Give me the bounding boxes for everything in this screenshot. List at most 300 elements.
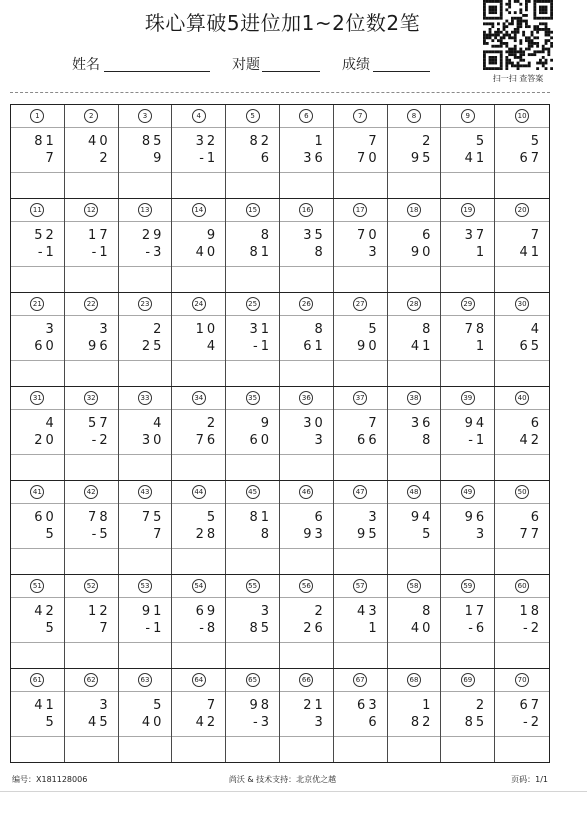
operand-2: 25 <box>141 339 165 354</box>
operand-2: 3 <box>475 527 488 542</box>
answer-box <box>119 548 172 574</box>
operand-1: 18 <box>519 604 542 619</box>
operand-1: 5 <box>475 134 488 149</box>
problem-number: 64 <box>192 673 206 687</box>
problem-operands <box>280 504 333 548</box>
problem-number: 17 <box>353 203 367 217</box>
operand-1: 6 <box>422 228 434 243</box>
problem-operands <box>11 128 64 172</box>
operand-2: 6 <box>368 715 380 730</box>
problem-block <box>10 198 550 292</box>
problem-operands <box>388 222 441 266</box>
operand-2: 40 <box>195 245 219 260</box>
answer-box <box>172 642 225 668</box>
problem-header <box>334 199 387 222</box>
operand-1: 69 <box>195 604 219 619</box>
answer-box <box>226 454 279 480</box>
page-edge <box>0 791 587 792</box>
problem-cell <box>441 575 495 668</box>
operand-2: 2 <box>99 151 111 166</box>
problem-header <box>226 199 279 222</box>
operand-1: 7 <box>368 134 380 149</box>
answer-box <box>280 172 333 198</box>
operand-1: 7 <box>368 416 380 431</box>
problem-number: 38 <box>407 391 421 405</box>
operand-2: 90 <box>410 245 434 260</box>
answer-box <box>280 736 333 762</box>
problem-operands <box>172 316 225 360</box>
operand-1: 3 <box>260 604 272 619</box>
operand-1: 6 <box>530 510 542 525</box>
correct-count-blank <box>262 71 320 72</box>
problem-operands <box>441 692 494 736</box>
operand-2: -2 <box>523 621 542 636</box>
problem-operands <box>334 504 387 548</box>
operand-1: 8 <box>260 228 272 243</box>
problem-number: 44 <box>192 485 206 499</box>
answer-box <box>226 172 279 198</box>
problem-operands <box>119 598 172 642</box>
answer-box <box>11 642 64 668</box>
problem-header <box>65 199 118 222</box>
problem-header <box>441 199 494 222</box>
operand-1: 67 <box>519 698 542 713</box>
problem-cell <box>11 105 65 198</box>
problem-header <box>441 105 494 128</box>
problem-number: 22 <box>84 297 98 311</box>
problem-header <box>280 387 333 410</box>
problem-cell <box>11 293 65 386</box>
problem-header <box>172 481 225 504</box>
problem-cell <box>226 293 280 386</box>
operand-1: 78 <box>88 510 111 525</box>
operand-1: 36 <box>410 416 434 431</box>
operand-1: 2 <box>153 322 165 337</box>
problem-number: 55 <box>246 579 260 593</box>
score-label: 成绩 <box>342 57 370 73</box>
problem-number: 11 <box>30 203 44 217</box>
problem-operands <box>441 128 494 172</box>
problem-operands <box>280 410 333 454</box>
problem-cell <box>119 669 173 762</box>
answer-box <box>226 266 279 292</box>
problem-number: 62 <box>84 673 98 687</box>
operand-1: 2 <box>475 698 488 713</box>
problem-cell <box>495 293 549 386</box>
operand-1: 17 <box>88 228 111 243</box>
problem-block <box>10 480 550 574</box>
problem-cell <box>334 105 388 198</box>
problem-cell <box>11 575 65 668</box>
problem-number: 45 <box>246 485 260 499</box>
problem-number: 8 <box>407 109 421 123</box>
operand-1: 40 <box>88 134 111 149</box>
problem-header <box>11 293 64 316</box>
problem-operands <box>11 692 64 736</box>
problem-operands <box>441 598 494 642</box>
problem-number: 14 <box>192 203 206 217</box>
problem-header <box>334 575 387 598</box>
answer-box <box>65 642 118 668</box>
operand-2: 41 <box>410 339 434 354</box>
operand-1: 94 <box>410 510 434 525</box>
answer-box <box>11 360 64 386</box>
problem-number: 15 <box>246 203 260 217</box>
answer-box <box>280 360 333 386</box>
problem-header <box>11 481 64 504</box>
answer-box <box>388 360 441 386</box>
problem-operands <box>334 598 387 642</box>
problem-header <box>172 575 225 598</box>
operand-2: 61 <box>303 339 326 354</box>
answer-box <box>119 172 172 198</box>
problem-block <box>10 574 550 668</box>
operand-2: 8 <box>422 433 434 448</box>
operand-2: 40 <box>410 621 434 636</box>
problem-cell <box>334 481 388 574</box>
problem-operands <box>226 692 279 736</box>
problem-header <box>441 293 494 316</box>
operand-1: 98 <box>249 698 272 713</box>
correct-count-label: 对题 <box>232 57 260 73</box>
name-label: 姓名 <box>72 57 100 73</box>
problem-block <box>10 386 550 480</box>
problem-header <box>388 387 441 410</box>
problem-number: 34 <box>192 391 206 405</box>
operand-2: 8 <box>260 527 272 542</box>
problem-cell <box>280 199 334 292</box>
operand-2: 6 <box>260 151 272 166</box>
problem-number: 36 <box>299 391 313 405</box>
operand-2: 70 <box>357 151 380 166</box>
operand-1: 37 <box>464 228 488 243</box>
problem-header <box>172 387 225 410</box>
problem-cell <box>172 387 226 480</box>
problem-operands <box>11 504 64 548</box>
problem-header <box>280 105 333 128</box>
problem-header <box>388 669 441 692</box>
problem-header <box>11 575 64 598</box>
operand-1: 8 <box>422 604 434 619</box>
problem-operands <box>119 692 172 736</box>
problem-operands <box>280 128 333 172</box>
answer-box <box>334 360 387 386</box>
answer-box <box>495 548 549 574</box>
problem-header <box>11 669 64 692</box>
operand-2: 40 <box>141 715 165 730</box>
problem-number: 33 <box>138 391 152 405</box>
problem-header <box>65 387 118 410</box>
problem-cell <box>388 669 442 762</box>
answer-box <box>119 642 172 668</box>
qr-caption: 扫一扫 查答案 <box>492 74 544 83</box>
operand-2: 66 <box>357 433 380 448</box>
operand-2: 4 <box>206 339 219 354</box>
problem-cell <box>441 669 495 762</box>
operand-2: 5 <box>45 527 57 542</box>
answer-box <box>495 736 549 762</box>
operand-1: 43 <box>357 604 380 619</box>
answer-box <box>65 736 118 762</box>
problem-cell <box>280 669 334 762</box>
problem-header <box>172 105 225 128</box>
operand-1: 57 <box>88 416 111 431</box>
problem-header <box>11 199 64 222</box>
answer-box <box>441 172 494 198</box>
problem-operands <box>388 504 441 548</box>
problem-header <box>334 293 387 316</box>
operand-1: 6 <box>530 416 542 431</box>
operand-2: 85 <box>249 621 272 636</box>
operand-1: 85 <box>141 134 165 149</box>
problem-operands <box>172 128 225 172</box>
problem-header <box>280 199 333 222</box>
problem-operands <box>65 128 118 172</box>
operand-1: 29 <box>141 228 165 243</box>
problem-cell <box>65 575 119 668</box>
problem-operands <box>334 410 387 454</box>
problem-operands <box>119 222 172 266</box>
problem-number: 60 <box>515 579 529 593</box>
problem-cell <box>495 481 549 574</box>
answer-box <box>172 548 225 574</box>
operand-1: 21 <box>303 698 326 713</box>
answer-box <box>172 360 225 386</box>
problem-number: 63 <box>138 673 152 687</box>
support-credit: 尚沃 & 技术支持：北京优之越 <box>228 775 337 784</box>
worksheet-title: 珠心算破5进位加1~2位数2笔 <box>144 11 421 35</box>
problem-cell <box>65 669 119 762</box>
qr-code-icon <box>483 0 553 70</box>
operand-1: 2 <box>206 416 219 431</box>
problem-operands <box>119 128 172 172</box>
operand-2: 30 <box>141 433 165 448</box>
problem-operands <box>172 222 225 266</box>
problem-header <box>280 481 333 504</box>
problem-operands <box>226 598 279 642</box>
problem-number: 3 <box>138 109 152 123</box>
operand-2: 45 <box>88 715 111 730</box>
problem-operands <box>172 504 225 548</box>
problem-operands <box>388 410 441 454</box>
operand-1: 63 <box>357 698 380 713</box>
problem-cell <box>226 481 280 574</box>
problem-number: 46 <box>299 485 313 499</box>
problem-number: 49 <box>461 485 475 499</box>
problem-cell <box>495 105 549 198</box>
problem-operands <box>280 692 333 736</box>
answer-box <box>119 454 172 480</box>
problem-cell <box>334 293 388 386</box>
answer-box <box>334 266 387 292</box>
problem-operands <box>226 410 279 454</box>
operand-2: 9 <box>153 151 165 166</box>
problem-header <box>119 199 172 222</box>
problem-cell <box>226 387 280 480</box>
problem-cell <box>334 669 388 762</box>
operand-2: -2 <box>91 433 111 448</box>
problem-number: 21 <box>30 297 44 311</box>
problem-number: 23 <box>138 297 152 311</box>
operand-1: 17 <box>464 604 488 619</box>
problem-operands <box>495 128 549 172</box>
problem-number: 20 <box>515 203 529 217</box>
problem-header <box>441 669 494 692</box>
problem-cell <box>441 293 495 386</box>
operand-2: 1 <box>368 621 380 636</box>
operand-1: 70 <box>357 228 380 243</box>
answer-box <box>11 736 64 762</box>
answer-box <box>388 548 441 574</box>
answer-box <box>334 172 387 198</box>
operand-1: 3 <box>45 322 57 337</box>
problem-header <box>388 199 441 222</box>
answer-box <box>280 266 333 292</box>
problem-number: 54 <box>192 579 206 593</box>
operand-2: 20 <box>34 433 57 448</box>
answer-box <box>226 360 279 386</box>
answer-box <box>388 266 441 292</box>
problem-operands <box>119 316 172 360</box>
problem-header <box>280 575 333 598</box>
operand-2: 77 <box>519 527 542 542</box>
problem-cell <box>11 387 65 480</box>
problem-grid <box>10 104 550 763</box>
operand-1: 5 <box>368 322 380 337</box>
problem-cell <box>280 575 334 668</box>
answer-box <box>65 172 118 198</box>
problem-number: 2 <box>84 109 98 123</box>
problem-header <box>65 481 118 504</box>
operand-2: 41 <box>464 151 488 166</box>
problem-cell <box>280 481 334 574</box>
answer-box <box>280 454 333 480</box>
problem-block <box>10 292 550 386</box>
problem-number: 6 <box>299 109 313 123</box>
problem-cell <box>226 575 280 668</box>
operand-1: 5 <box>153 698 165 713</box>
operand-2: 60 <box>34 339 57 354</box>
problem-number: 18 <box>407 203 421 217</box>
problem-cell <box>226 669 280 762</box>
operand-2: -1 <box>37 245 57 260</box>
operand-2: 60 <box>249 433 272 448</box>
problem-number: 43 <box>138 485 152 499</box>
problem-header <box>495 293 549 316</box>
problem-header <box>172 199 225 222</box>
operand-2: 28 <box>195 527 219 542</box>
problem-operands <box>495 410 549 454</box>
problem-header <box>495 481 549 504</box>
operand-2: 1 <box>475 339 488 354</box>
problem-header <box>388 575 441 598</box>
operand-2: 5 <box>45 715 57 730</box>
problem-number: 41 <box>30 485 44 499</box>
operand-1: 6 <box>314 510 326 525</box>
problem-header <box>441 481 494 504</box>
problem-operands <box>65 316 118 360</box>
problem-cell <box>65 293 119 386</box>
problem-number: 31 <box>30 391 44 405</box>
problem-operands <box>388 316 441 360</box>
operand-2: -3 <box>145 245 165 260</box>
problem-header <box>280 293 333 316</box>
problem-cell <box>119 199 173 292</box>
problem-header <box>172 293 225 316</box>
problem-number: 53 <box>138 579 152 593</box>
operand-2: 82 <box>410 715 434 730</box>
problem-cell <box>172 199 226 292</box>
answer-box <box>280 548 333 574</box>
problem-header <box>441 387 494 410</box>
answer-box <box>172 454 225 480</box>
problem-number: 25 <box>246 297 260 311</box>
problem-number: 16 <box>299 203 313 217</box>
operand-1: 3 <box>368 510 380 525</box>
problem-operands <box>172 598 225 642</box>
operand-2: 8 <box>314 245 326 260</box>
problem-cell <box>280 293 334 386</box>
operand-1: 81 <box>249 510 272 525</box>
problem-header <box>495 105 549 128</box>
operand-1: 7 <box>206 698 219 713</box>
problem-cell <box>65 387 119 480</box>
problem-header <box>119 387 172 410</box>
problem-number: 66 <box>299 673 313 687</box>
operand-2: 76 <box>195 433 219 448</box>
problem-number: 7 <box>353 109 367 123</box>
name-blank <box>104 71 210 72</box>
problem-cell <box>388 387 442 480</box>
operand-2: 41 <box>519 245 542 260</box>
problem-operands <box>119 504 172 548</box>
problem-number: 29 <box>461 297 475 311</box>
problem-cell <box>172 293 226 386</box>
answer-box <box>11 266 64 292</box>
problem-header <box>441 575 494 598</box>
problem-header <box>226 293 279 316</box>
operand-1: 8 <box>314 322 326 337</box>
problem-header <box>334 669 387 692</box>
operand-2: -1 <box>91 245 111 260</box>
problem-cell <box>334 387 388 480</box>
operand-2: 96 <box>88 339 111 354</box>
problem-cell <box>11 481 65 574</box>
operand-1: 94 <box>464 416 488 431</box>
problem-header <box>226 575 279 598</box>
problem-cell <box>172 575 226 668</box>
problem-number: 35 <box>246 391 260 405</box>
problem-operands <box>11 598 64 642</box>
problem-cell <box>388 481 442 574</box>
operand-2: -5 <box>91 527 111 542</box>
problem-cell <box>172 669 226 762</box>
answer-box <box>495 454 549 480</box>
answer-box <box>11 172 64 198</box>
operand-1: 78 <box>464 322 488 337</box>
problem-header <box>119 575 172 598</box>
operand-2: 90 <box>357 339 380 354</box>
operand-1: 52 <box>34 228 57 243</box>
problem-operands <box>495 222 549 266</box>
problem-header <box>495 199 549 222</box>
answer-box <box>119 266 172 292</box>
operand-2: 3 <box>314 433 326 448</box>
problem-operands <box>280 598 333 642</box>
operand-1: 7 <box>530 228 542 243</box>
problem-cell <box>119 575 173 668</box>
problem-header <box>334 387 387 410</box>
